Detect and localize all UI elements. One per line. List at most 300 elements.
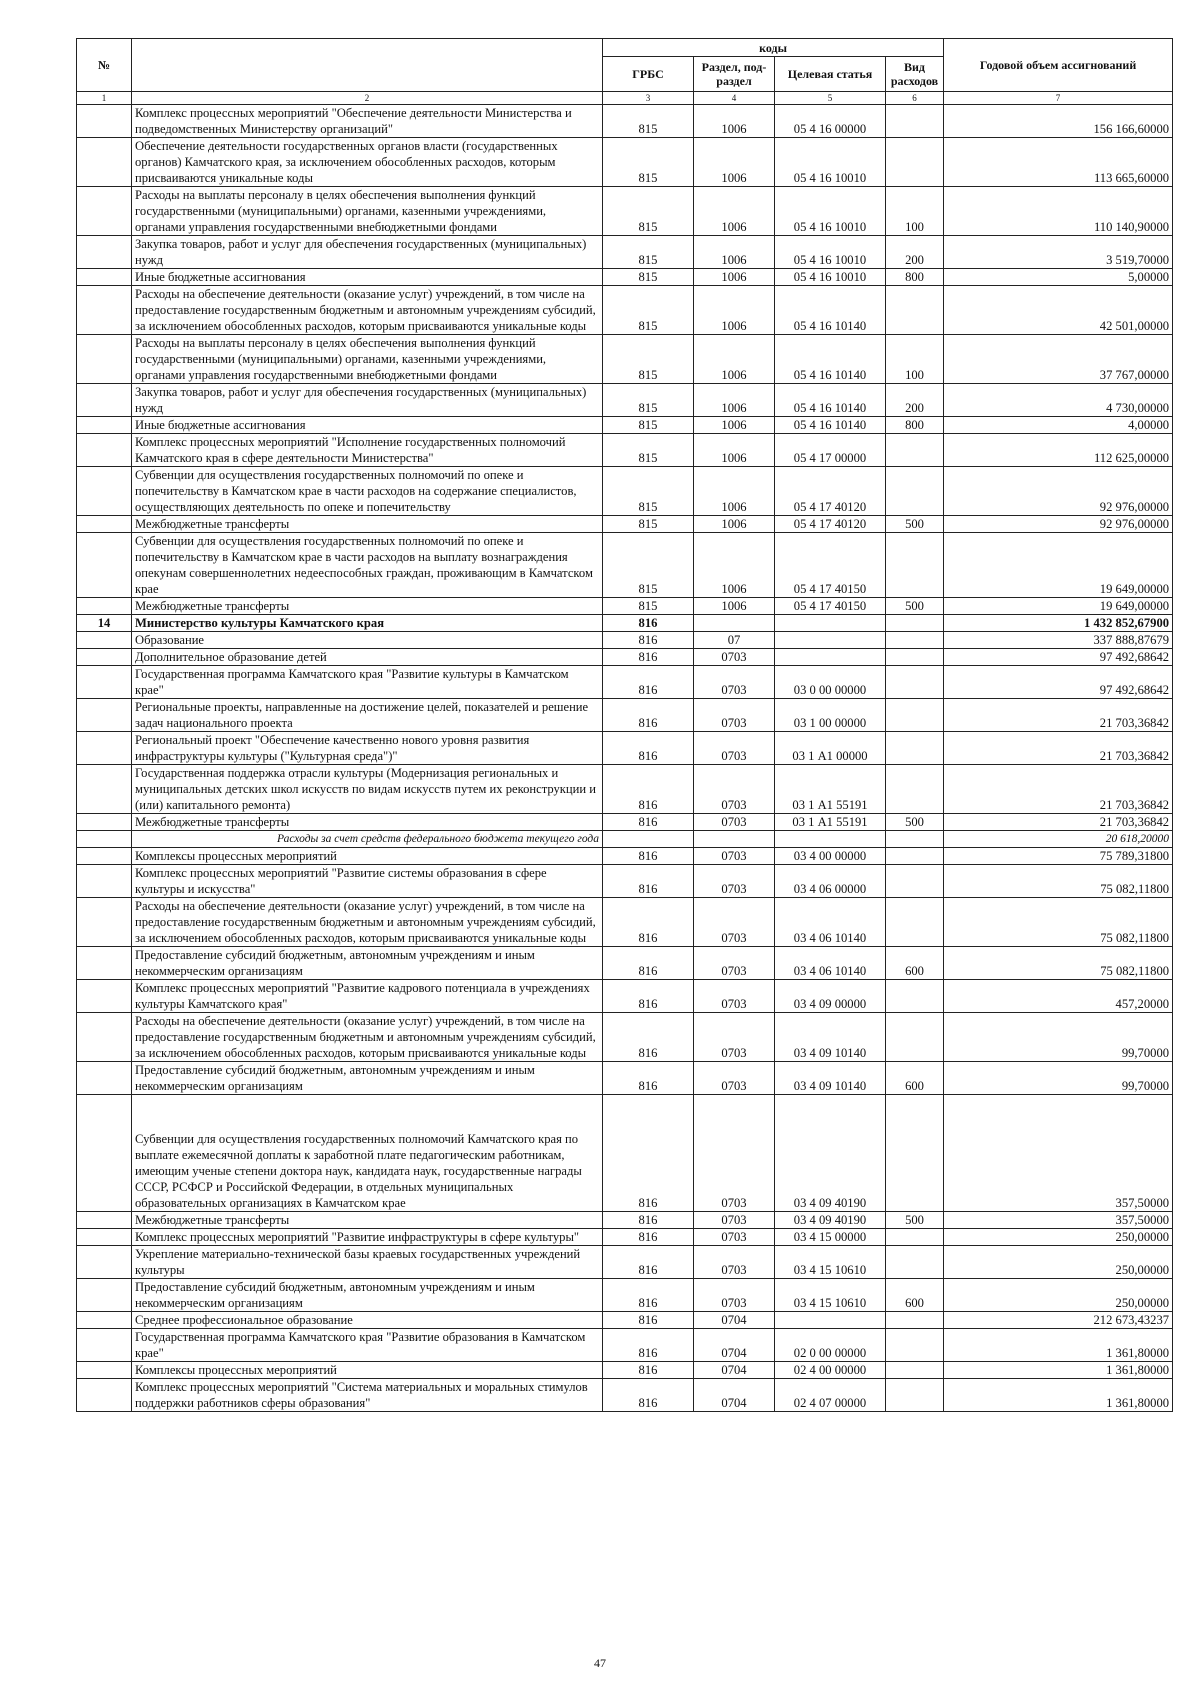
row-grbs: 816 [603,732,694,765]
row-name: Межбюджетные трансферты [132,1212,603,1229]
row-grbs: 816 [603,1279,694,1312]
row-name: Предоставление субсидий бюджетным, автономным учреждениям и иным некоммерческим организациям [132,947,603,980]
row-name: Региональный проект "Обеспечение качественно нового уровня развития инфраструктуры культуры ("Культурная среда")" [132,732,603,765]
row-amount: 19 649,00000 [944,598,1173,615]
row-grbs: 816 [603,765,694,814]
row-expense-type [886,533,944,598]
row-razdel [694,615,775,632]
row-amount: 337 888,87679 [944,632,1173,649]
row-number [77,1212,132,1229]
row-grbs: 816 [603,1212,694,1229]
row-number [77,1062,132,1095]
row-expense-type: 100 [886,187,944,236]
row-number [77,1279,132,1312]
row-grbs: 816 [603,615,694,632]
row-razdel: 1006 [694,467,775,516]
row-grbs [603,831,694,848]
row-amount: 112 625,00000 [944,434,1173,467]
row-razdel: 0703 [694,865,775,898]
row-name: Предоставление субсидий бюджетным, автономным учреждениям и иным некоммерческим организациям [132,1062,603,1095]
row-expense-type: 100 [886,335,944,384]
table-row [77,980,1173,1013]
row-grbs: 816 [603,1229,694,1246]
row-amount: 97 492,68642 [944,649,1173,666]
row-name: Министерство культуры Камчатского края [132,615,603,632]
row-target-article: 03 1 А1 00000 [775,732,886,765]
row-target-article: 05 4 17 40120 [775,467,886,516]
table-row [77,632,1173,649]
row-target-article: 03 1 А1 55191 [775,814,886,831]
row-grbs: 815 [603,417,694,434]
row-expense-type [886,848,944,865]
header-name [132,39,603,92]
row-razdel: 0703 [694,699,775,732]
row-target-article: 02 4 07 00000 [775,1379,886,1412]
row-amount: 21 703,36842 [944,765,1173,814]
row-amount: 1 432 852,67900 [944,615,1173,632]
row-name: Расходы на обеспечение деятельности (оказание услуг) учреждений, в том числе на предоставление государственным бюджетным и автономным учреждениям субсидий, за исключением обособленных расходов, которым присваиваются уникальные коды [132,286,603,335]
row-expense-type: 800 [886,417,944,434]
row-grbs: 816 [603,649,694,666]
row-razdel: 0703 [694,814,775,831]
row-grbs: 815 [603,434,694,467]
row-amount: 1 361,80000 [944,1329,1173,1362]
row-expense-type [886,1246,944,1279]
row-target-article: 03 4 09 40190 [775,1095,886,1212]
row-grbs: 816 [603,814,694,831]
row-amount: 20 618,20000 [944,831,1173,848]
row-razdel: 0703 [694,732,775,765]
row-grbs: 815 [603,269,694,286]
budget-table-page [76,38,1172,1412]
row-razdel [694,831,775,848]
row-number [77,947,132,980]
row-name: Комплекс процессных мероприятий "Развитие системы образования в сфере культуры и искусства" [132,865,603,898]
row-razdel: 0703 [694,1013,775,1062]
row-target-article [775,1312,886,1329]
row-number [77,1362,132,1379]
table-row [77,615,1173,632]
row-number [77,865,132,898]
row-target-article: 05 4 16 10010 [775,138,886,187]
row-target-article [775,632,886,649]
header-razdel: Раздел, под-раздел [694,57,775,92]
row-razdel: 1006 [694,269,775,286]
row-name: Иные бюджетные ассигнования [132,417,603,434]
row-number [77,467,132,516]
row-number [77,1379,132,1412]
row-name: Комплекс процессных мероприятий "Исполнение государственных полномочий Камчатского края в сфере деятельности Министерства" [132,434,603,467]
row-amount: 42 501,00000 [944,286,1173,335]
row-razdel: 0703 [694,1246,775,1279]
row-grbs: 816 [603,980,694,1013]
row-number [77,1329,132,1362]
table-row [77,187,1173,236]
table-row [77,1312,1173,1329]
row-expense-type: 200 [886,384,944,417]
row-number [77,533,132,598]
row-number [77,269,132,286]
table-row [77,765,1173,814]
row-expense-type: 500 [886,1212,944,1229]
row-number [77,286,132,335]
table-row [77,434,1173,467]
header-codes: коды [603,39,944,57]
row-razdel: 0704 [694,1329,775,1362]
row-number [77,1229,132,1246]
row-number [77,138,132,187]
row-amount: 250,00000 [944,1246,1173,1279]
row-expense-type [886,434,944,467]
row-amount: 110 140,90000 [944,187,1173,236]
row-expense-type [886,831,944,848]
header-amount: Годовой объем ассигнований [944,39,1173,92]
row-razdel: 1006 [694,598,775,615]
table-row [77,335,1173,384]
row-amount: 21 703,36842 [944,814,1173,831]
row-grbs: 815 [603,187,694,236]
row-target-article: 05 4 17 40120 [775,516,886,533]
row-grbs: 815 [603,516,694,533]
row-expense-type [886,615,944,632]
table-row [77,1379,1173,1412]
row-razdel: 1006 [694,335,775,384]
row-name: Образование [132,632,603,649]
row-name: Государственная поддержка отрасли культуры (Модернизация региональных и муниципальных детских школ искусств по видам искусств путем их реконструкции и (или) капитального ремонта) [132,765,603,814]
row-number [77,649,132,666]
row-name: Обеспечение деятельности государственных органов власти (государственных органов) Камчатского края, за исключением обособленных расходов, которым присваиваются уникальные коды [132,138,603,187]
row-razdel: 1006 [694,138,775,187]
row-name: Предоставление субсидий бюджетным, автономным учреждениям и иным некоммерческим организациям [132,1279,603,1312]
row-razdel: 0703 [694,1212,775,1229]
row-amount: 97 492,68642 [944,666,1173,699]
row-expense-type [886,1013,944,1062]
row-grbs: 816 [603,848,694,865]
table-row [77,533,1173,598]
row-name: Межбюджетные трансферты [132,814,603,831]
row-number [77,516,132,533]
row-name: Среднее профессиональное образование [132,1312,603,1329]
row-grbs: 816 [603,632,694,649]
row-expense-type [886,1329,944,1362]
row-number [77,732,132,765]
row-number [77,848,132,865]
row-number [77,666,132,699]
row-name: Укрепление материально-технической базы краевых государственных учреждений культуры [132,1246,603,1279]
row-amount: 75 082,11800 [944,947,1173,980]
row-grbs: 815 [603,105,694,138]
row-target-article: 03 4 00 00000 [775,848,886,865]
row-amount: 4,00000 [944,417,1173,434]
table-row [77,286,1173,335]
row-expense-type: 600 [886,1062,944,1095]
table-row [77,831,1173,848]
row-grbs: 815 [603,286,694,335]
row-number [77,1312,132,1329]
row-razdel: 1006 [694,434,775,467]
row-expense-type [886,699,944,732]
table-row [77,269,1173,286]
row-target-article [775,831,886,848]
row-target-article: 03 1 00 00000 [775,699,886,732]
page-number: 47 [594,1656,606,1670]
row-grbs: 816 [603,699,694,732]
row-expense-type: 800 [886,269,944,286]
row-grbs: 816 [603,1379,694,1412]
table-row [77,467,1173,516]
row-grbs: 815 [603,236,694,269]
row-grbs: 815 [603,533,694,598]
row-amount: 357,50000 [944,1212,1173,1229]
row-name: Межбюджетные трансферты [132,598,603,615]
row-name: Расходы на выплаты персоналу в целях обеспечения выполнения функций государственными (муниципальными) органами, казенными учреждениями, органами управления государственными внебюджетными фондами [132,335,603,384]
column-number: 1 [77,92,132,105]
row-expense-type [886,980,944,1013]
column-number: 5 [775,92,886,105]
row-grbs: 815 [603,598,694,615]
row-razdel: 0703 [694,649,775,666]
row-expense-type [886,732,944,765]
row-name: Закупка товаров, работ и услуг для обеспечения государственных (муниципальных) нужд [132,384,603,417]
row-grbs: 816 [603,1329,694,1362]
row-number [77,187,132,236]
table-row [77,814,1173,831]
row-number [77,236,132,269]
row-number [77,1246,132,1279]
row-number [77,384,132,417]
row-target-article: 02 0 00 00000 [775,1329,886,1362]
row-number [77,699,132,732]
row-number [77,632,132,649]
row-name: Региональные проекты, направленные на достижение целей, показателей и решение задач национального проекта [132,699,603,732]
row-razdel: 1006 [694,533,775,598]
table-row [77,1229,1173,1246]
row-target-article: 03 4 15 00000 [775,1229,886,1246]
row-target-article [775,615,886,632]
table-row [77,138,1173,187]
table-body [77,105,1173,1412]
row-razdel: 0703 [694,666,775,699]
row-target-article: 03 4 15 10610 [775,1246,886,1279]
row-name: Субвенции для осуществления государственных полномочий по опеке и попечительству в Камчатском крае в части расходов на выплату вознаграждения опекунам совершеннолетних недееспособных граждан, проживающим в Камчатском крае [132,533,603,598]
row-expense-type [886,1312,944,1329]
row-amount: 1 361,80000 [944,1379,1173,1412]
row-amount: 250,00000 [944,1229,1173,1246]
row-number: 14 [77,615,132,632]
row-amount: 21 703,36842 [944,732,1173,765]
row-name: Комплекс процессных мероприятий "Обеспечение деятельности Министерства и подведомственных Министерству организаций" [132,105,603,138]
row-target-article: 03 4 06 10140 [775,947,886,980]
row-expense-type: 600 [886,1279,944,1312]
row-target-article: 03 4 09 40190 [775,1212,886,1229]
row-target-article: 05 4 16 10010 [775,236,886,269]
row-expense-type [886,898,944,947]
row-razdel: 1006 [694,236,775,269]
row-number [77,765,132,814]
table-row [77,1329,1173,1362]
row-expense-type [886,865,944,898]
row-razdel: 0704 [694,1312,775,1329]
row-number [77,1095,132,1212]
row-target-article: 03 4 15 10610 [775,1279,886,1312]
row-expense-type [886,105,944,138]
row-target-article: 03 4 09 10140 [775,1062,886,1095]
row-expense-type: 500 [886,814,944,831]
row-number [77,417,132,434]
row-amount: 250,00000 [944,1279,1173,1312]
row-target-article: 03 0 00 00000 [775,666,886,699]
row-target-article [775,649,886,666]
row-grbs: 816 [603,865,694,898]
row-name: Дополнительное образование детей [132,649,603,666]
row-amount: 156 166,60000 [944,105,1173,138]
row-number [77,814,132,831]
row-name: Межбюджетные трансферты [132,516,603,533]
row-expense-type: 200 [886,236,944,269]
row-amount: 457,20000 [944,980,1173,1013]
row-grbs: 816 [603,947,694,980]
row-name: Комплекс процессных мероприятий "Развитие инфраструктуры в сфере культуры" [132,1229,603,1246]
row-amount: 92 976,00000 [944,516,1173,533]
column-number-row [77,92,1173,105]
row-name: Расходы на обеспечение деятельности (оказание услуг) учреждений, в том числе на предоставление государственным бюджетным и автономным учреждениям субсидий, за исключением обособленных расходов, которым присваиваются уникальные коды [132,1013,603,1062]
row-target-article: 05 4 17 40150 [775,533,886,598]
row-target-article: 05 4 16 10140 [775,286,886,335]
row-amount: 99,70000 [944,1013,1173,1062]
row-number [77,1013,132,1062]
row-amount: 1 361,80000 [944,1362,1173,1379]
table-row [77,1013,1173,1062]
table-row [77,1095,1173,1212]
table-row [77,1246,1173,1279]
row-razdel: 0703 [694,980,775,1013]
row-name: Комплексы процессных мероприятий [132,1362,603,1379]
row-razdel: 0703 [694,1279,775,1312]
table-row [77,1279,1173,1312]
header-vid: Вид расходов [886,57,944,92]
row-expense-type: 600 [886,947,944,980]
row-expense-type: 500 [886,598,944,615]
table-row [77,516,1173,533]
table-row [77,699,1173,732]
row-razdel: 0703 [694,947,775,980]
row-name: Субвенции для осуществления государственных полномочий Камчатского края по выплате ежемесячной доплаты к заработной плате педагогическим работникам, имеющим ученые степени доктора наук, кандидата наук, государственные награды СССР, РСФСР и Российской Федерации, в отдельных муниципальных образовательных организациях в Камчатском крае [132,1095,603,1212]
column-number: 3 [603,92,694,105]
row-target-article: 03 4 06 10140 [775,898,886,947]
row-name: Расходы на обеспечение деятельности (оказание услуг) учреждений, в том числе на предоставление государственным бюджетным и автономным учреждениям субсидий, за исключением обособленных расходов, которым присваиваются уникальные коды [132,898,603,947]
table-row [77,1212,1173,1229]
row-expense-type [886,666,944,699]
row-grbs: 816 [603,1246,694,1279]
row-razdel: 1006 [694,516,775,533]
row-razdel: 0704 [694,1379,775,1412]
column-number: 7 [944,92,1173,105]
row-grbs: 816 [603,1095,694,1212]
row-amount: 4 730,00000 [944,384,1173,417]
row-grbs: 815 [603,384,694,417]
row-razdel: 07 [694,632,775,649]
row-razdel: 0703 [694,848,775,865]
row-razdel: 0703 [694,1229,775,1246]
row-expense-type [886,1229,944,1246]
row-number [77,980,132,1013]
row-amount: 99,70000 [944,1062,1173,1095]
table-row [77,236,1173,269]
row-razdel: 1006 [694,384,775,417]
row-razdel: 1006 [694,417,775,434]
row-name: Иные бюджетные ассигнования [132,269,603,286]
row-target-article: 03 4 09 10140 [775,1013,886,1062]
row-target-article: 05 4 16 00000 [775,105,886,138]
table-row [77,848,1173,865]
row-name: Субвенции для осуществления государственных полномочий по опеке и попечительству в Камчатском крае в части расходов на содержание специалистов, осуществляющих деятельность по опеке и попечительству [132,467,603,516]
row-name: Расходы за счет средств федерального бюджета текущего года [132,831,603,848]
row-grbs: 815 [603,138,694,187]
row-number [77,898,132,947]
row-target-article: 05 4 16 10010 [775,269,886,286]
row-razdel: 1006 [694,286,775,335]
row-number [77,598,132,615]
row-amount: 212 673,43237 [944,1312,1173,1329]
row-grbs: 816 [603,1062,694,1095]
row-amount: 75 082,11800 [944,898,1173,947]
row-amount: 5,00000 [944,269,1173,286]
row-expense-type [886,138,944,187]
row-expense-type [886,467,944,516]
row-amount: 37 767,00000 [944,335,1173,384]
row-target-article: 02 4 00 00000 [775,1362,886,1379]
row-name: Комплекс процессных мероприятий "Система материальных и моральных стимулов поддержки работников сферы образования" [132,1379,603,1412]
column-number: 2 [132,92,603,105]
header-no: № [77,39,132,92]
row-razdel: 0703 [694,765,775,814]
row-razdel: 0704 [694,1362,775,1379]
row-expense-type [886,1379,944,1412]
row-grbs: 816 [603,1013,694,1062]
row-amount: 357,50000 [944,1095,1173,1212]
row-grbs: 815 [603,467,694,516]
table-row [77,666,1173,699]
header-csr: Целевая статья [775,57,886,92]
row-amount: 19 649,00000 [944,533,1173,598]
row-target-article: 03 4 06 00000 [775,865,886,898]
row-target-article: 05 4 17 00000 [775,434,886,467]
row-razdel: 0703 [694,1095,775,1212]
row-razdel: 0703 [694,898,775,947]
table-row [77,865,1173,898]
row-grbs: 816 [603,666,694,699]
row-grbs: 816 [603,898,694,947]
budget-table [76,38,1173,1412]
row-expense-type [886,649,944,666]
table-row [77,649,1173,666]
row-grbs: 816 [603,1362,694,1379]
row-expense-type [886,1095,944,1212]
row-name: Закупка товаров, работ и услуг для обеспечения государственных (муниципальных) нужд [132,236,603,269]
row-target-article: 03 1 А1 55191 [775,765,886,814]
table-row [77,947,1173,980]
table-row [77,417,1173,434]
row-amount: 3 519,70000 [944,236,1173,269]
table-row [77,1062,1173,1095]
row-name: Государственная программа Камчатского края "Развитие образования в Камчатском крае" [132,1329,603,1362]
row-target-article: 05 4 17 40150 [775,598,886,615]
table-row [77,898,1173,947]
table-row [77,732,1173,765]
row-target-article: 05 4 16 10140 [775,417,886,434]
row-expense-type [886,286,944,335]
row-amount: 75 789,31800 [944,848,1173,865]
